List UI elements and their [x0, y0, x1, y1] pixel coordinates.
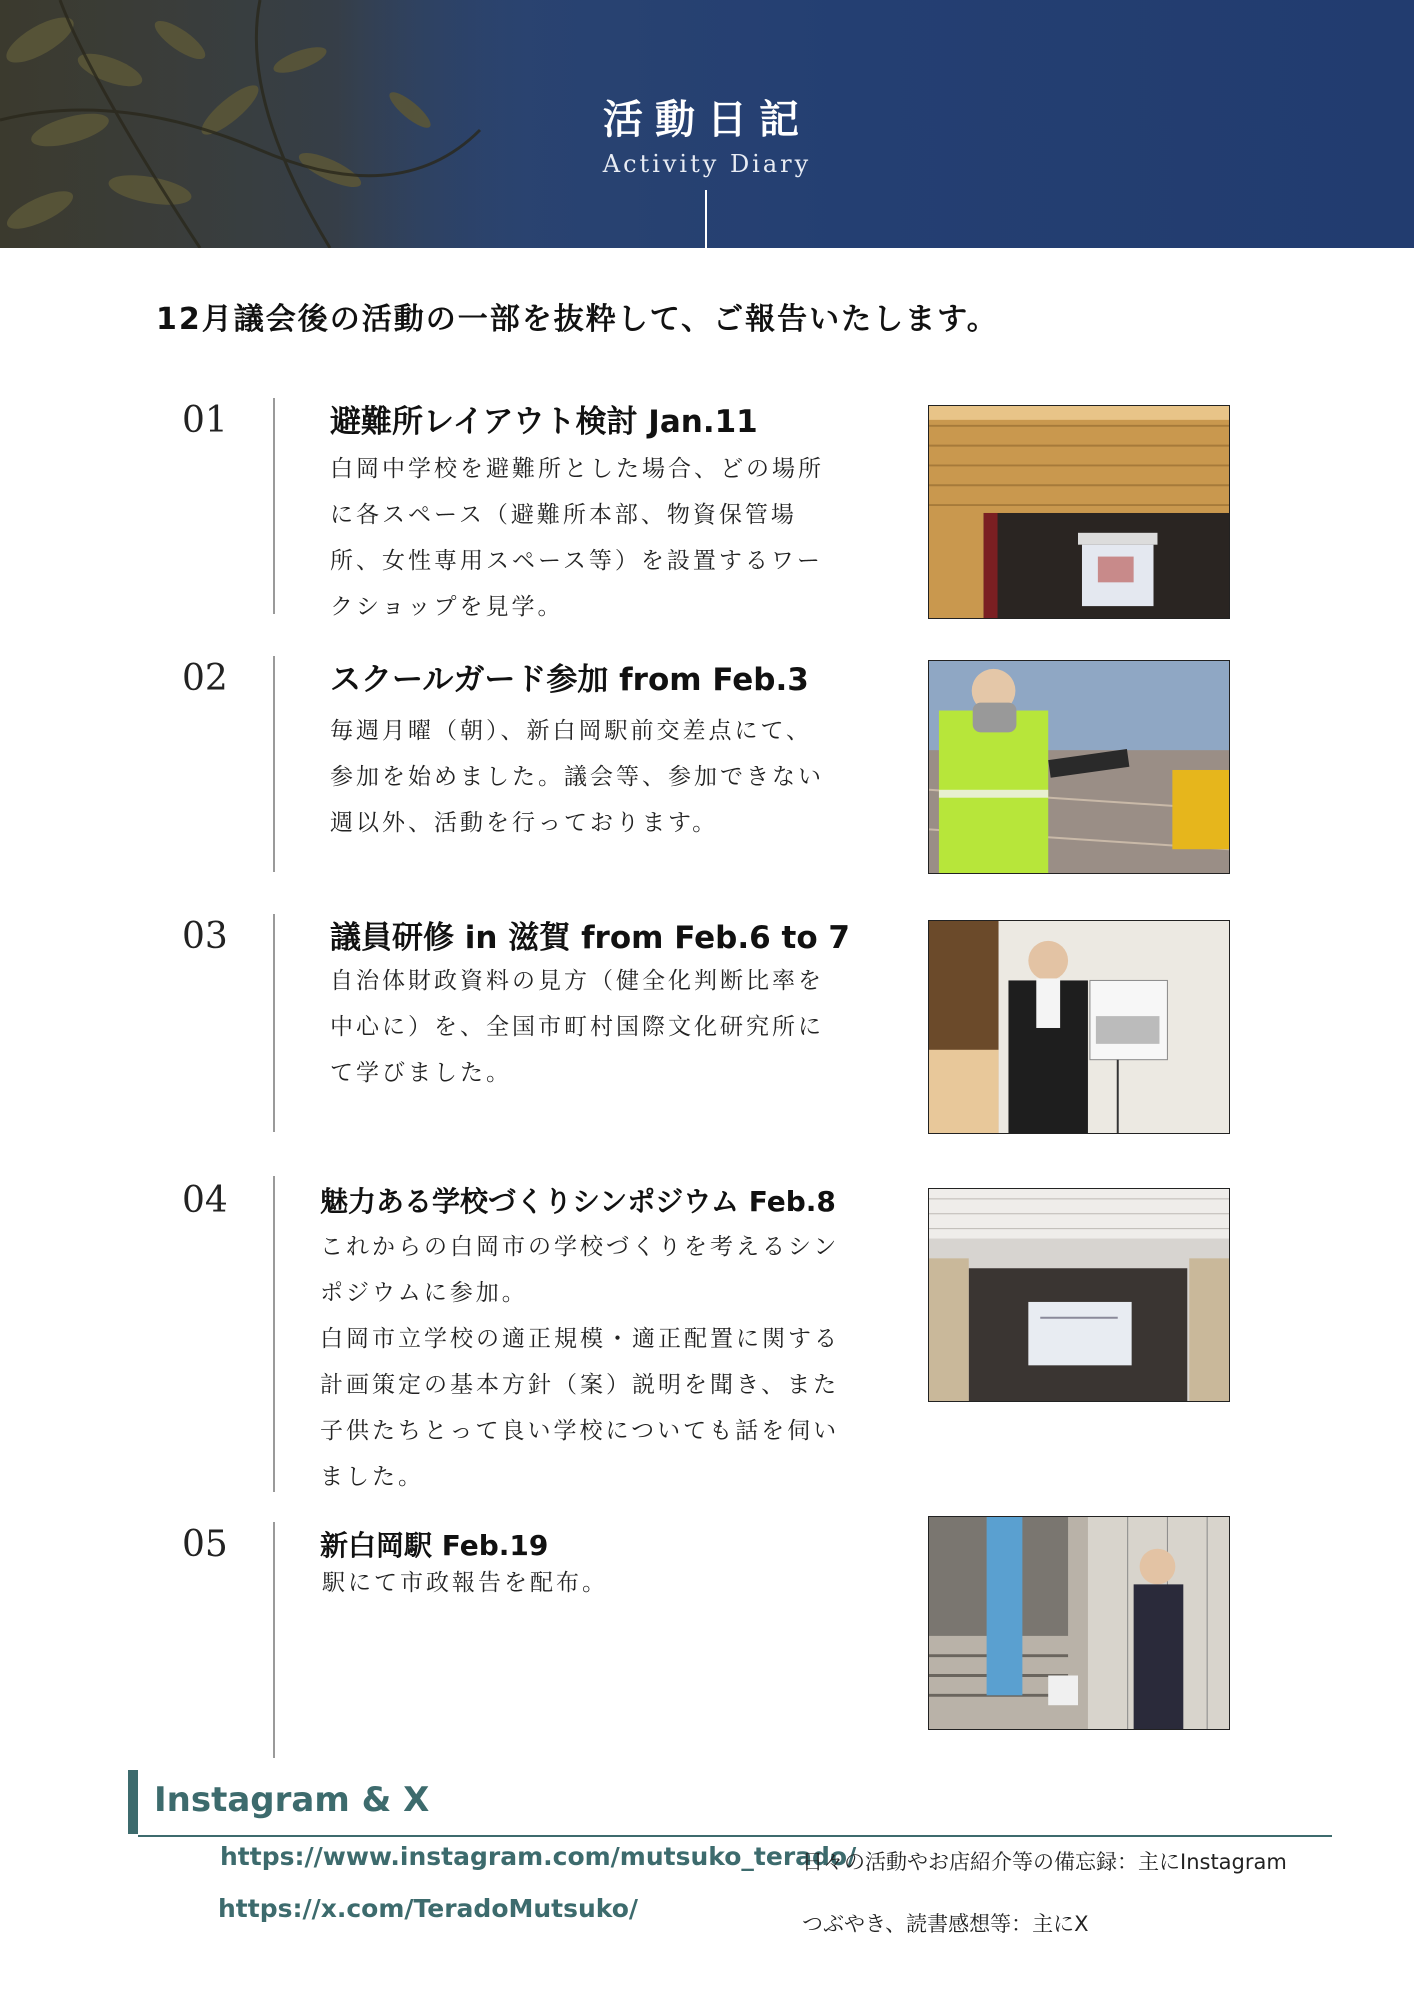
entry-line: ました。: [320, 1464, 424, 1490]
entry-divider: [273, 1176, 275, 1492]
sns-divider: [138, 1835, 1332, 1837]
intro-text: 12月議会後の活動の一部を抜粋して、ご報告いたします。: [156, 302, 999, 337]
instagram-link[interactable]: https://www.instagram.com/mutsuko_terado/: [220, 1842, 857, 1871]
header-banner: [0, 0, 1414, 248]
entry-body: [330, 446, 824, 630]
entry-number: 04: [182, 1180, 228, 1221]
training-photo: [928, 920, 1230, 1134]
entry-line: 計画策定の基本方針（案）説明を聞き、また: [320, 1372, 840, 1398]
entry-line: これからの白岡市の学校づくりを考えるシン: [320, 1234, 840, 1260]
entry-title: 魅力ある学校づくりシンポジウム Feb.8: [320, 1185, 836, 1218]
entry-divider: [273, 1522, 275, 1758]
entry-number: 03: [182, 916, 228, 957]
entry-line: に各スペース（避難所本部、物資保管場: [330, 502, 797, 528]
symposium-photo: [928, 1188, 1230, 1402]
sns-accent-bar: [128, 1770, 138, 1834]
sns-heading: Instagram & X: [154, 1780, 430, 1820]
x-link[interactable]: https://x.com/TeradoMutsuko/: [218, 1894, 639, 1923]
entry-divider: [273, 914, 275, 1132]
entry-line: 毎週月曜（朝）、新白岡駅前交差点にて、: [330, 718, 813, 744]
entry-line: 白岡市立学校の適正規模・適正配置に関する: [320, 1326, 840, 1352]
entry-divider: [273, 656, 275, 872]
gym-stage-photo: [928, 405, 1230, 619]
entry-title: 議員研修 in 滋賀 from Feb.6 to 7: [330, 920, 850, 956]
entry-number: 02: [182, 658, 228, 699]
entry-line: て学びました。: [330, 1060, 512, 1086]
school-guard-photo: [928, 660, 1230, 874]
header-divider: [705, 190, 707, 248]
page-subtitle: Activity Diary: [602, 150, 812, 178]
entry-title: 新白岡駅 Feb.19: [320, 1529, 549, 1562]
entry-line: 中心に）を、全国市町村国際文化研究所に: [330, 1014, 824, 1040]
entry-title: 避難所レイアウト検討 Jan.11: [330, 404, 758, 440]
entry-line: 自治体財政資料の見方（健全化判断比率を: [330, 968, 824, 994]
entry-line: ポジウムに参加。: [320, 1280, 528, 1306]
entry-body: [322, 1560, 608, 1606]
entry-line: クショップを見学。: [330, 594, 564, 620]
entry-line: 週以外、活動を行っております。: [330, 810, 719, 836]
station-photo: [928, 1516, 1230, 1730]
instagram-description: 日々の活動やお店紹介等の備忘録：主にInstagram: [802, 1850, 1287, 1874]
entry-body: [330, 708, 824, 846]
x-description: つぶやき、読書感想等：主にX: [802, 1912, 1089, 1936]
entry-body: [330, 958, 824, 1096]
page-title: 活動日記: [603, 97, 811, 143]
entry-line: 参加を始めました。議会等、参加できない: [330, 764, 824, 790]
entry-body: [320, 1224, 840, 1500]
entry-title: スクールガード参加 from Feb.3: [330, 662, 809, 698]
entry-line: 所、女性専用スペース等）を設置するワー: [330, 548, 823, 574]
entry-number: 05: [182, 1524, 228, 1565]
entry-divider: [273, 398, 275, 614]
entry-line: 子供たちとって良い学校についても話を伺い: [320, 1418, 840, 1444]
entry-line: 白岡中学校を避難所とした場合、どの場所: [330, 456, 824, 482]
entry-number: 01: [182, 400, 228, 441]
entry-line: 駅にて市政報告を配布。: [322, 1570, 608, 1596]
